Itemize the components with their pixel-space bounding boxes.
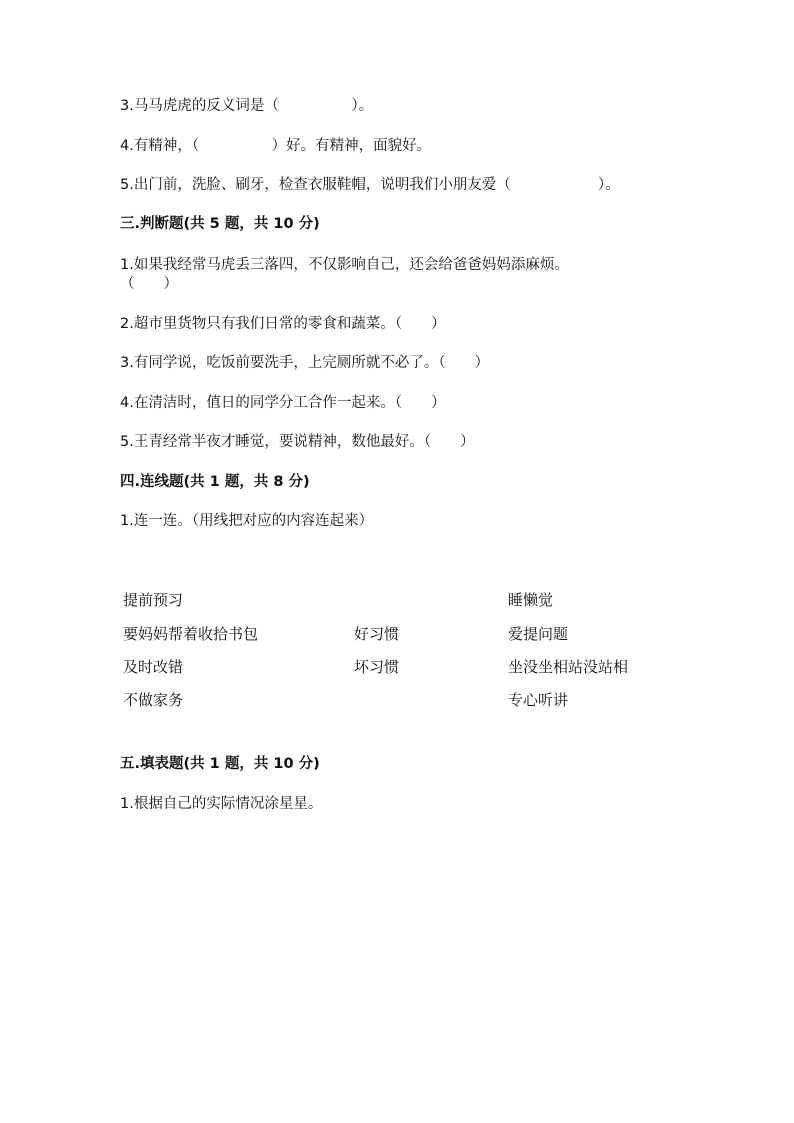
right-option: 坐没坐相站没站相 <box>508 658 629 676</box>
match-item-1: 1.连一连。（用线把对应的内容连起来） <box>120 513 374 529</box>
section4-heading: 四.连线题(共 1 题，共 8 分) <box>120 474 310 490</box>
left-option: 不做家务 <box>123 691 184 709</box>
table-item-1: 1.根据自己的实际情况涂星星。 <box>120 796 323 812</box>
section3-heading: 三.判断题(共 5 题，共 10 分) <box>120 216 320 232</box>
fill-item-5: 5.出门前，洗脸、刷牙，检查衣服鞋帽，说明我们小朋友爱（ ）。 <box>120 177 620 193</box>
judge-item-3: 3.有同学说，吃饭前要洗手，上完厕所就不必了。（ ） <box>120 355 490 371</box>
middle-option: 坏习惯 <box>354 658 400 676</box>
judge-item-1: 1.如果我经常马虎丢三落四，不仅影响自己，还会给爸爸妈妈添麻烦。 <box>120 257 569 273</box>
judge-item-2: 2.超市里货物只有我们日常的零食和蔬菜。（ ） <box>120 316 446 332</box>
left-option: 提前预习 <box>123 591 184 609</box>
middle-option: 好习惯 <box>354 625 400 643</box>
right-option: 爱提问题 <box>508 625 569 643</box>
left-option: 及时改错 <box>123 658 184 676</box>
judge-item-1-bracket: （ ） <box>120 276 178 292</box>
left-option: 要妈妈帮着收拾书包 <box>123 625 259 643</box>
fill-item-4: 4.有精神，（ ）好。有精神，面貌好。 <box>120 138 432 154</box>
judge-item-5: 5.王青经常半夜才睡觉，要说精神，数他最好。（ ） <box>120 434 475 450</box>
right-option: 睡懒觉 <box>508 591 554 609</box>
right-option: 专心听讲 <box>508 691 569 709</box>
judge-item-4: 4.在清洁时，值日的同学分工合作一起来。（ ） <box>120 395 446 411</box>
fill-item-3: 3.马马虎虎的反义词是（ ）。 <box>120 98 374 114</box>
section5-heading: 五.填表题(共 1 题，共 10 分) <box>120 756 320 772</box>
